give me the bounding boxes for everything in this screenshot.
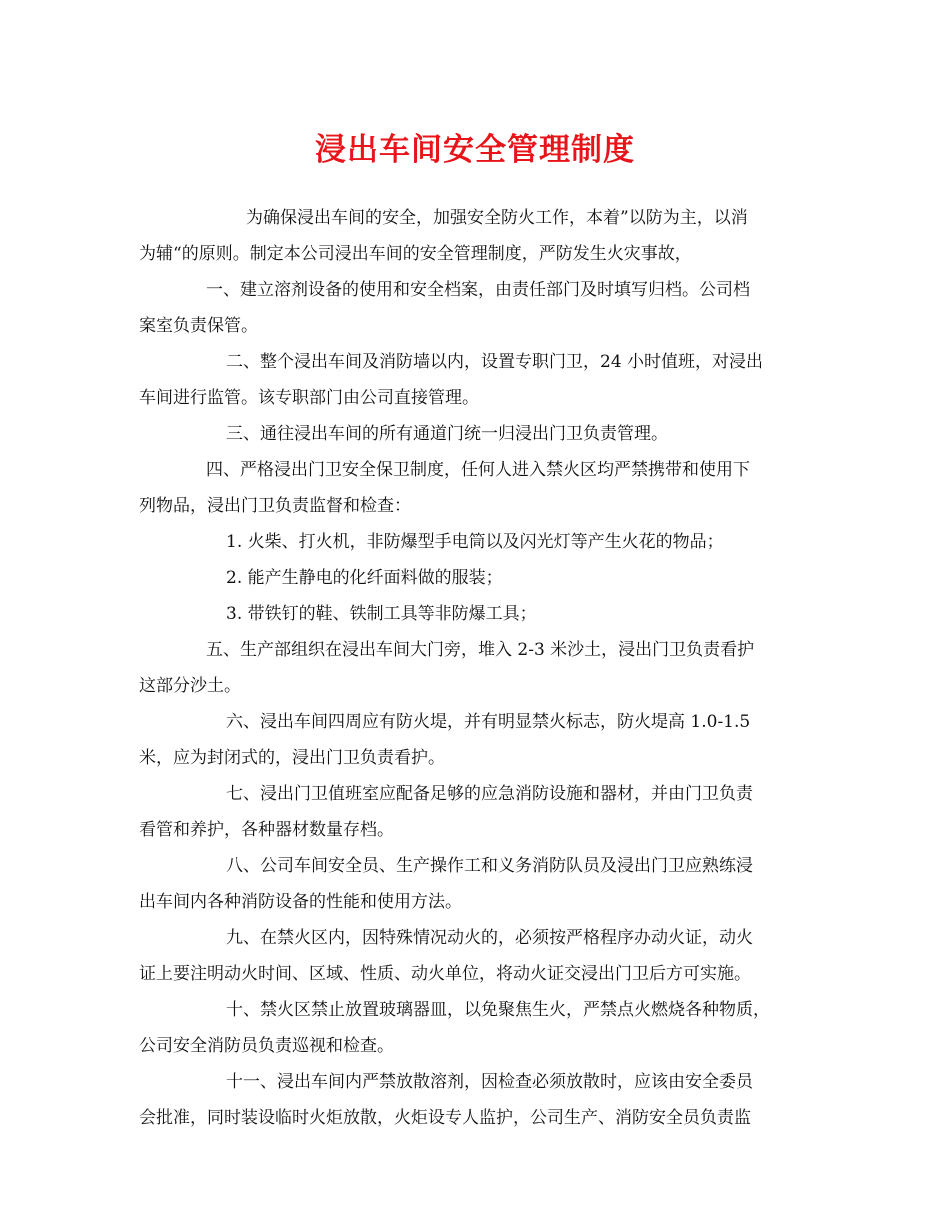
paragraph-line: 这部分沙土。	[139, 676, 241, 696]
paragraph	[139, 992, 813, 1064]
paragraph-line: 案室负责保管。	[139, 316, 258, 336]
paragraph	[139, 200, 813, 272]
paragraph-line: 一、建立溶剂设备的使用和安全档案，由责任部门及时填写归档。公司档	[206, 280, 750, 300]
paragraph-line: 米，应为封闭式的，浸出门卫负责看护。	[139, 748, 445, 768]
paragraph-line: 列物品，浸出门卫负责监督和检查：	[139, 496, 411, 516]
paragraph-line: 十一、浸出车间内严禁放散溶剂，因检查必须放散时，应该由安全委员	[226, 1072, 753, 1092]
paragraph	[139, 848, 813, 920]
paragraph	[139, 560, 813, 596]
paragraph-line: 证上要注明动火时间、区域、性质、动火单位，将动火证交浸出门卫后方可实施。	[139, 964, 751, 984]
paragraph-line: 3. 带铁钉的鞋、铁制工具等非防爆工具；	[226, 604, 537, 624]
paragraph	[139, 452, 813, 524]
paragraph-line: 十、禁火区禁止放置玻璃器皿，以免聚焦生火，严禁点火燃烧各种物质，	[226, 1000, 770, 1020]
paragraph-line: 为辅“的原则。制定本公司浸出车间的安全管理制度，严防发生火灾事故，	[139, 244, 692, 264]
paragraph	[139, 776, 813, 848]
paragraph-line: 看管和养护，各种器材数量存档。	[139, 820, 394, 840]
paragraph-line: 二、整个浸出车间及消防墙以内，设置专职门卫，24 小时值班，对浸出	[226, 352, 764, 372]
paragraph	[139, 344, 813, 416]
paragraph	[139, 524, 813, 560]
paragraph	[139, 272, 813, 344]
paragraph-line: 2. 能产生静电的化纤面料做的服装；	[226, 568, 503, 588]
paragraph-line: 五、生产部组织在浸出车间大门旁，堆入 2-3 米沙土，浸出门卫负责看护	[206, 640, 755, 660]
paragraph	[139, 704, 813, 776]
paragraph-line: 会批准，同时装设临时火炬放散，火炬设专人监护，公司生产、消防安全员负责监	[139, 1108, 751, 1128]
paragraph	[139, 632, 813, 704]
paragraph	[139, 1064, 813, 1136]
paragraph-line: 车间进行监管。该专职部门由公司直接管理。	[139, 388, 479, 408]
paragraph-line: 出车间内各种消防设备的性能和使用方法。	[139, 892, 462, 912]
paragraph-line: 公司安全消防员负责巡视和检查。	[139, 1036, 394, 1056]
paragraph-line: 1. 火柴、打火机，非防爆型手电筒以及闪光灯等产生火花的物品；	[226, 532, 724, 552]
paragraph	[139, 920, 813, 992]
paragraph-line: 九、在禁火区内，因特殊情况动火的，必须按严格程序办动火证，动火	[226, 928, 753, 948]
paragraph	[139, 596, 813, 632]
paragraph-line: 为确保浸出车间的安全，加强安全防火工作，本着”以防为主，以消	[246, 208, 748, 228]
paragraph	[139, 416, 813, 452]
paragraph-line: 三、通往浸出车间的所有通道门统一归浸出门卫负责管理。	[226, 424, 668, 444]
document-title: 浸出车间安全管理制度	[315, 132, 635, 168]
paragraph-line: 七、浸出门卫值班室应配备足够的应急消防设施和器材，并由门卫负责	[226, 784, 753, 804]
paragraph-line: 六、浸出车间四周应有防火堤，并有明显禁火标志，防火堤高 1.0-1.5	[226, 712, 751, 732]
paragraph-line: 八、公司车间安全员、生产操作工和义务消防队员及浸出门卫应熟练浸	[226, 856, 753, 876]
paragraph-line: 四、严格浸出门卫安全保卫制度，任何人进入禁火区均严禁携带和使用下	[206, 460, 750, 480]
